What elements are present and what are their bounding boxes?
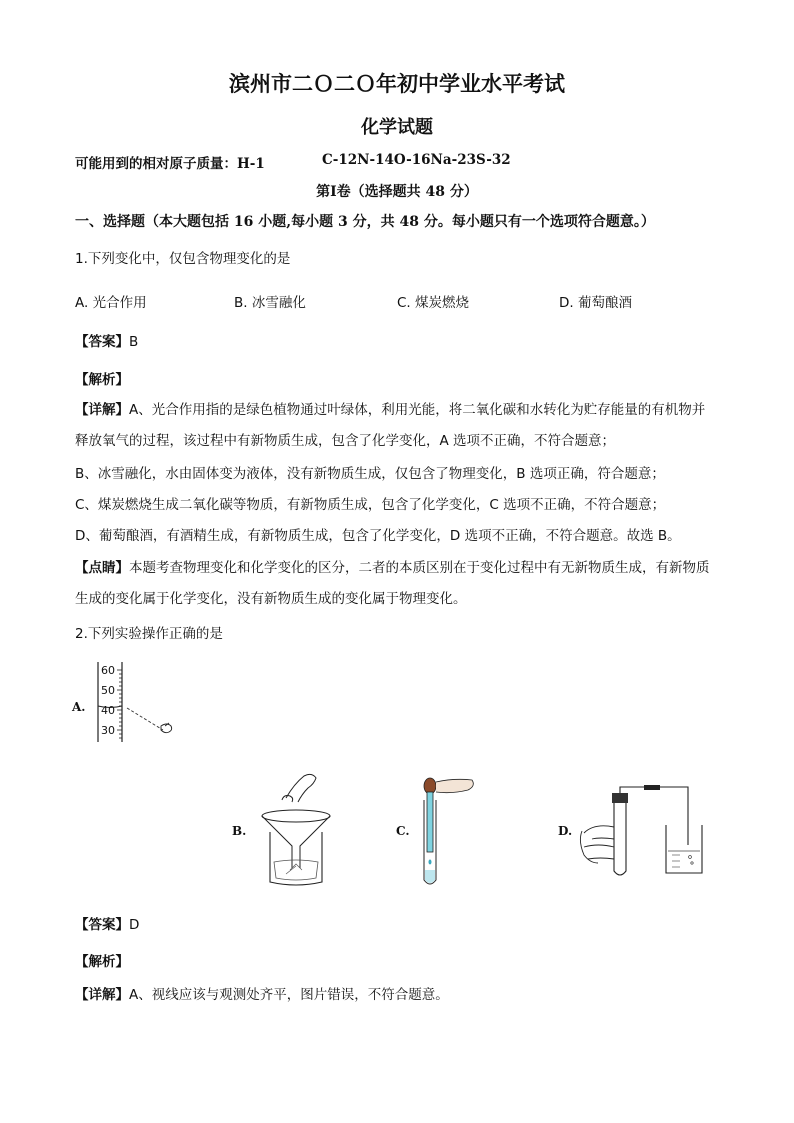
q1-answer [75,332,138,352]
detail-tag: 【详解】 [75,987,129,1003]
q1-detail-c: C、煤炭燃烧生成二氧化碳等物质，有新物质生成，包含了化学变化，C 选项不正确，不符合题意； [75,497,666,513]
detail-tag: 【详解】 [75,402,129,418]
q1-option-b: B. 冰雪融化 [234,295,306,311]
q1-stem: 1.下列变化中，仅包含物理变化的是 [75,251,291,267]
exam-subtitle: 化学试题 [361,117,433,138]
answer-tag: 【答案】 [75,917,129,933]
section-heading: 一、选择题（本大题包括 16 小题,每小题 3 分，共 48 分。每小题只有一个选项符合题意。） [75,214,655,230]
fig-label-a: A. [72,700,86,714]
atomic-mass-values: C-12N-14O-16Na-23S-32 [322,152,511,168]
comment-text: 本题考查物理变化和化学变化的区分，二者的本质区别在于变化过程中有无新物质生成，有新物质生成的变化属于化学变化，没有新物质生成的变化属于物理变化。 [75,560,710,607]
q2-analysis-tag: 【解析】 [75,954,129,970]
answer-tag: 【答案】 [75,334,129,350]
q1-option-d: D. 葡萄酿酒 [559,295,632,311]
q2-detail [75,985,449,1005]
q1-detail-d: D、葡萄酿酒，有酒精生成，有新物质生成，包含了化学变化，D 选项不正确，不符合题意。故选 B。 [75,528,681,544]
answer-value: B [129,334,139,350]
fig-label-b: B. [232,824,247,838]
answer-value: D [129,917,140,933]
q2-stem: 2.下列实验操作正确的是 [75,626,223,642]
fig-label-d: D. [558,824,573,838]
fig-label-c: C. [396,824,410,838]
q1-analysis-tag: 【解析】 [75,372,129,388]
comment-tag: 【点睛】 [75,560,129,576]
detail-text: A、光合作用指的是绿色植物通过叶绿体，利用光能，将二氧化碳和水转化为贮存能量的有机物并释放氧气的过程，该过程中有新物质生成，包含了化学变化，A 选项不正确，不符合题意； [75,402,706,449]
exam-title: 滨州市二Ｏ二Ｏ年初中学业水平考试 [229,71,565,96]
cylinder-tick-50: 50 [101,684,115,697]
q1-detail-a [75,395,715,457]
cylinder-tick-30: 30 [101,724,115,737]
q2-answer [75,915,139,935]
q1-option-a: A. 光合作用 [75,295,147,311]
q1-option-c: C. 煤炭燃烧 [397,295,470,311]
atomic-mass-label: 可能用到的相对原子质量：H-1 [75,156,265,172]
cylinder-tick-60: 60 [101,664,115,677]
airtightness-figure [578,785,708,885]
cylinder-tick-40: 40 [101,704,115,717]
detail-text: A、视线应该与观测处齐平，图片错误，不符合题意。 [129,987,449,1003]
q1-comment [75,553,715,615]
part-heading: 第Ⅰ卷（选择题共 48 分） [316,184,478,200]
filtration-figure [256,770,336,890]
q1-detail-b: B、冰雪融化，水由固体变为液体，没有新物质生成，仅包含了物理变化，B 选项正确，符合题意； [75,466,665,482]
dropper-figure [410,770,480,895]
